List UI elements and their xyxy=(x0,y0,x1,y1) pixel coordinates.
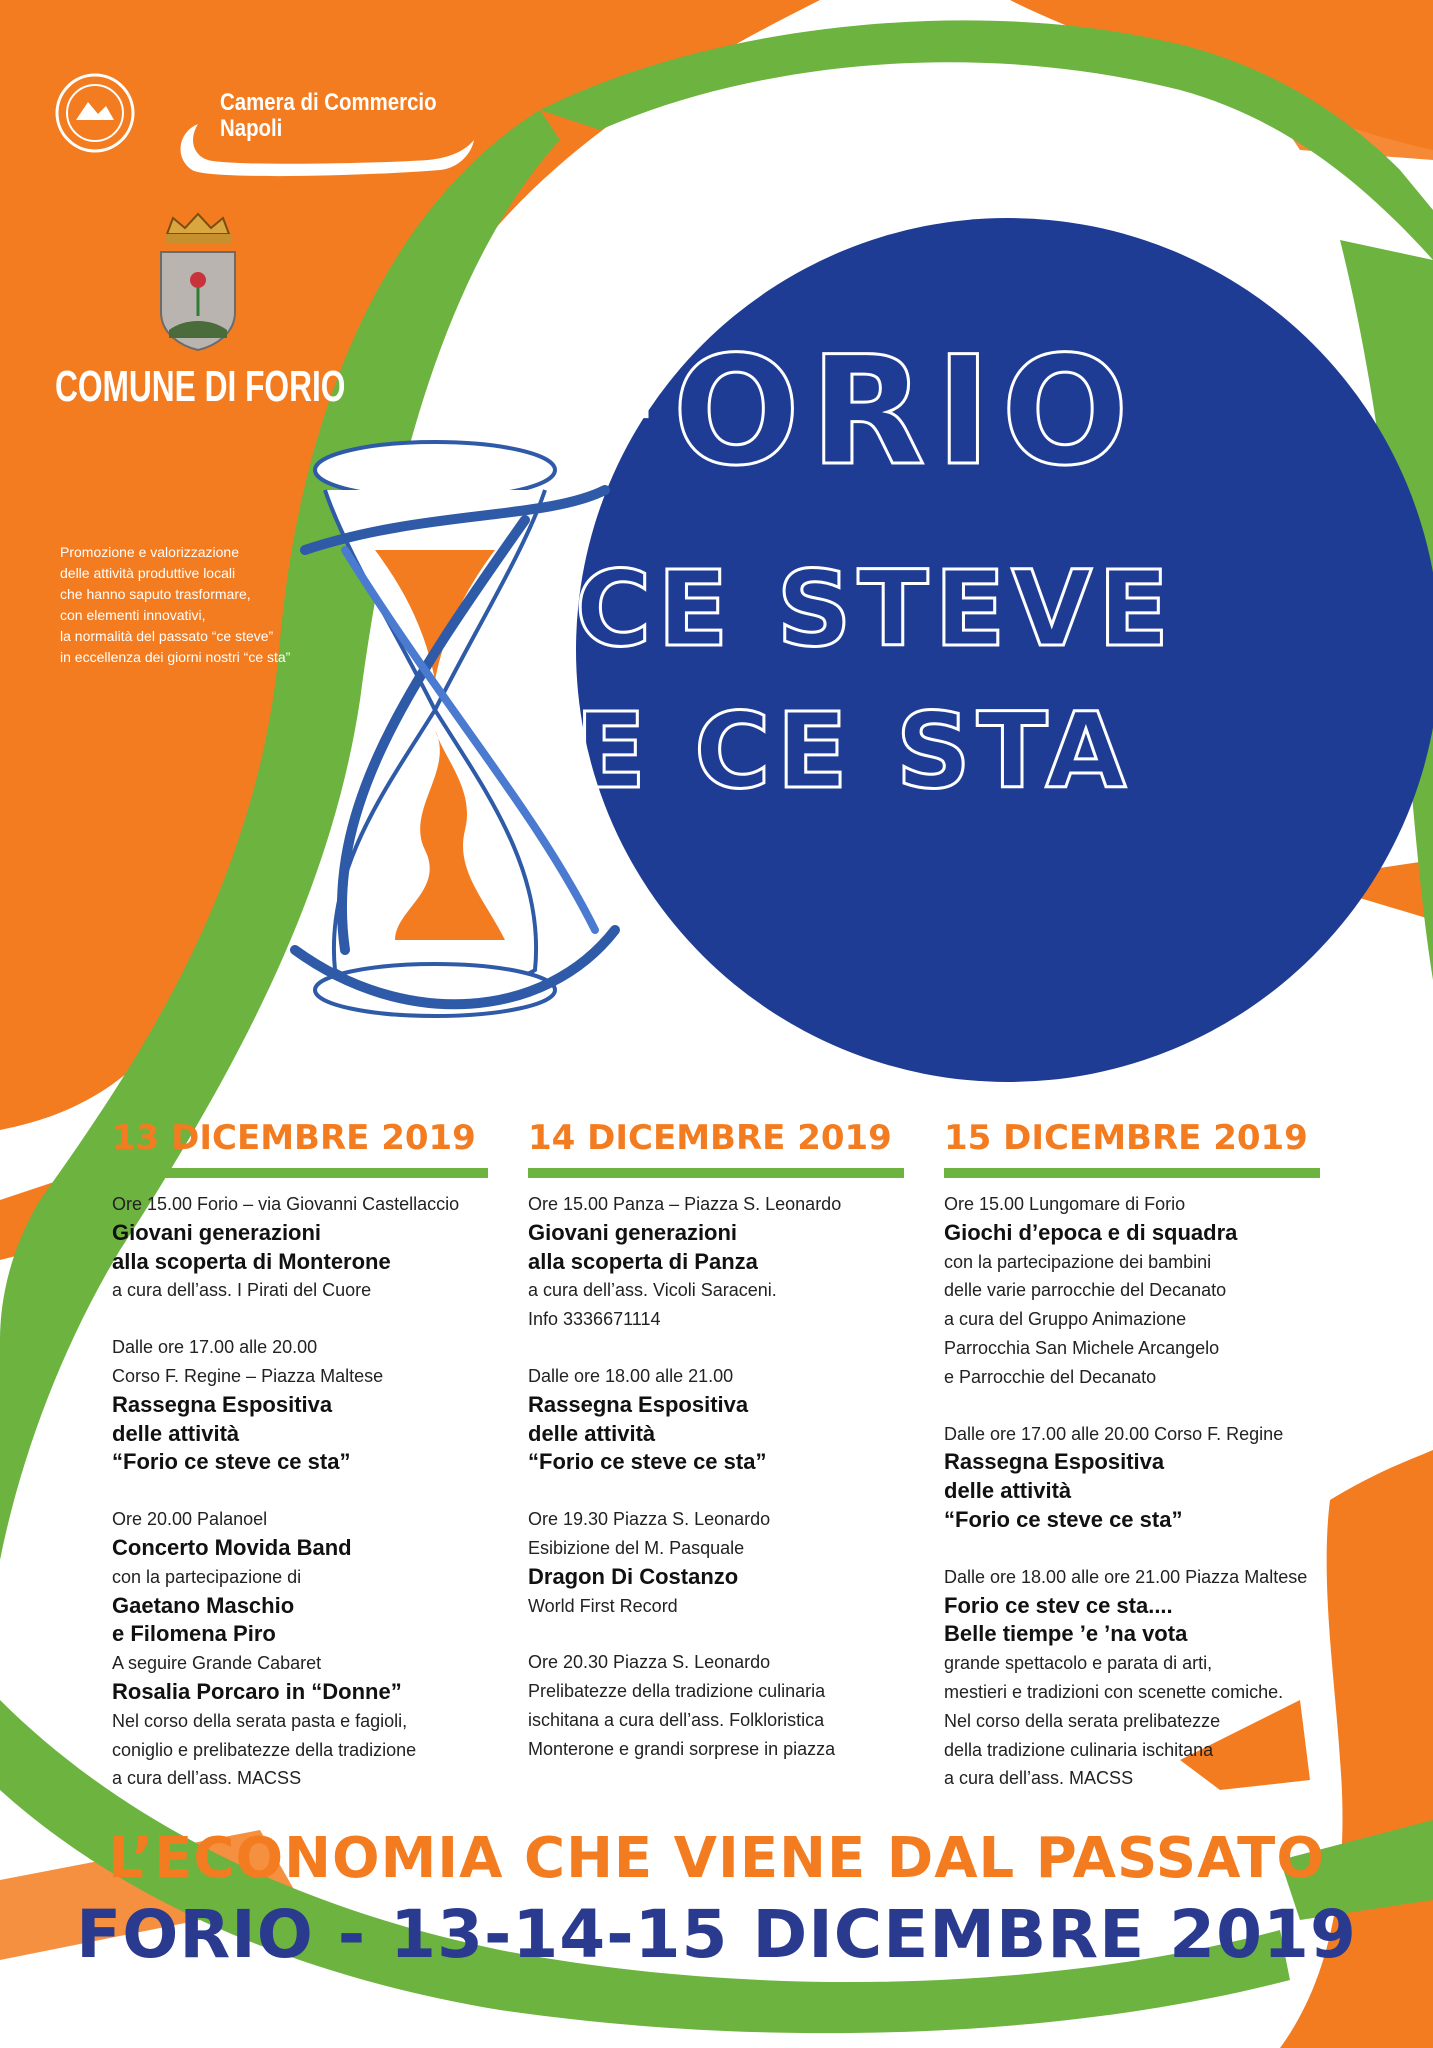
event-detail-line: Info 3336671114 xyxy=(528,1309,661,1330)
line-gap xyxy=(112,1305,484,1333)
event-detail-line: Esibizione del M. Pasquale xyxy=(528,1537,745,1558)
tagline-line: che hanno saputo trasformare, xyxy=(60,586,251,602)
event-detail-line: Monterone e grandi sorprese in piazza xyxy=(528,1738,836,1759)
event-detail-line: Prelibatezze della tradizione culinaria xyxy=(528,1681,826,1702)
event-detail-line: Dalle ore 18.00 alle ore 21.00 Piazza Maltese xyxy=(944,1566,1308,1587)
event-detail-line: con la partecipazione dei bambini xyxy=(944,1251,1212,1272)
tagline-line: con elementi innovativi, xyxy=(60,607,206,623)
line-gap xyxy=(112,1477,484,1505)
event-detail-line: mestieri e tradizioni con scenette comiche. xyxy=(944,1681,1284,1702)
event-title-line: alla scoperta di Monterone xyxy=(112,1248,391,1274)
event-title-line: “Forio ce steve ce sta” xyxy=(112,1449,351,1475)
event-detail-line: Ore 20.00 Palanoel xyxy=(112,1509,268,1530)
event-detail-line: Ore 15.00 Lungomare di Forio xyxy=(944,1194,1186,1214)
event-detail-line: a cura del Gruppo Animazione xyxy=(944,1309,1187,1330)
event-title-line: Rassegna Espositiva xyxy=(944,1449,1165,1475)
title-e-ce-sta: E CE STA xyxy=(575,690,1133,812)
event-title-line: Dragon Di Costanzo xyxy=(528,1563,739,1589)
day-date: 15 DICEMBRE 2019 xyxy=(944,1118,1308,1158)
event-detail-line: a cura dell’ass. MACSS xyxy=(112,1768,302,1789)
event-detail-line: grande spettacolo e parata di arti, xyxy=(944,1653,1213,1674)
day-lines xyxy=(112,1190,484,1793)
title-ce-steve: CE STEVE xyxy=(575,548,1175,670)
event-title-line: alla scoperta di Panza xyxy=(528,1248,758,1274)
day-date: 13 DICEMBRE 2019 xyxy=(112,1118,476,1158)
event-detail-line: Nel corso della serata pasta e fagioli, xyxy=(112,1710,408,1731)
seal-icon xyxy=(54,72,136,154)
line-gap xyxy=(528,1620,900,1648)
day-column-14 xyxy=(528,1118,900,1764)
event-detail-line: Dalle ore 17.00 alle 20.00 Corso F. Regine xyxy=(944,1423,1284,1444)
tagline-line: la normalità del passato “ce steve” xyxy=(60,628,274,644)
event-detail-line: World First Record xyxy=(528,1595,678,1616)
day-date: 14 DICEMBRE 2019 xyxy=(528,1118,892,1158)
event-detail-line: a cura dell’ass. I Pirati del Cuore xyxy=(112,1280,372,1301)
event-detail-line: della tradizione culinaria ischitana xyxy=(944,1739,1214,1760)
line-gap xyxy=(944,1535,1316,1563)
event-detail-line: Dalle ore 18.00 alle 21.00 xyxy=(528,1365,734,1386)
event-title-line: Rosalia Porcaro in “Donne” xyxy=(112,1678,402,1704)
day-rule xyxy=(112,1168,488,1178)
event-detail-line: e Parrocchie del Decanato xyxy=(944,1366,1157,1387)
event-detail-line: delle varie parrocchie del Decanato xyxy=(944,1280,1227,1301)
day-lines xyxy=(528,1190,900,1764)
event-detail-line: Ore 19.30 Piazza S. Leonardo xyxy=(528,1509,771,1530)
event-title-line: Giovani generazioni xyxy=(528,1219,738,1245)
day-rule xyxy=(944,1168,1320,1178)
event-title-line: “Forio ce steve ce sta” xyxy=(944,1506,1183,1532)
crest-icon xyxy=(155,212,241,352)
event-detail-line: a cura dell’ass. Vicoli Saraceni. xyxy=(528,1280,777,1301)
event-detail-line: Corso F. Regine – Piazza Maltese xyxy=(112,1365,384,1386)
event-detail-line: Ore 15.00 Panza – Piazza S. Leonardo xyxy=(528,1194,842,1214)
camera-line2: Napoli xyxy=(220,115,283,142)
event-title-line: e Filomena Piro xyxy=(112,1621,276,1647)
tagline-line: in eccellenza dei giorni nostri “ce sta” xyxy=(60,649,291,665)
event-title-line: Gaetano Maschio xyxy=(112,1592,295,1618)
line-gap xyxy=(528,1477,900,1505)
tagline-line: delle attività produttive locali xyxy=(60,565,236,581)
event-title-line: Rassegna Espositiva xyxy=(528,1391,749,1417)
comune-label: COMUNE DI FORIO xyxy=(55,362,346,411)
event-title-line: Giovani generazioni xyxy=(112,1219,322,1245)
event-title-line: “Forio ce steve ce sta” xyxy=(528,1449,767,1475)
event-title-line: Forio ce stev ce sta.... xyxy=(944,1592,1173,1618)
day-column-13 xyxy=(112,1118,484,1793)
footer-economia: L’ECONOMIA CHE VIENE DAL PASSATO xyxy=(108,1826,1325,1891)
event-title-line: Belle tiempe ’e ’na vota xyxy=(944,1621,1188,1647)
event-title-line: delle attività xyxy=(944,1478,1072,1504)
day-column-15 xyxy=(944,1118,1316,1793)
day-rule xyxy=(528,1168,904,1178)
event-detail-line: a cura dell’ass. MACSS xyxy=(944,1768,1134,1789)
event-detail-line: ischitana a cura dell’ass. Folkloristica xyxy=(528,1709,825,1730)
title-forio: FORIO xyxy=(560,325,1139,499)
event-detail-line: Ore 15.00 Forio – via Giovanni Castellaccio xyxy=(112,1194,460,1214)
event-title-line: Concerto Movida Band xyxy=(112,1534,352,1560)
event-title-line: delle attività xyxy=(528,1420,656,1446)
event-detail-line: Ore 20.30 Piazza S. Leonardo xyxy=(528,1652,771,1673)
event-detail-line: A seguire Grande Cabaret xyxy=(112,1653,322,1674)
footer-dates: FORIO - 13-14-15 DICEMBRE 2019 xyxy=(76,1896,1357,1973)
event-title-line: Giochi d’epoca e di squadra xyxy=(944,1219,1238,1245)
event-detail-line: coniglio e prelibatezze della tradizione xyxy=(112,1739,417,1760)
event-detail-line: Nel corso della serata prelibatezze xyxy=(944,1710,1221,1731)
line-gap xyxy=(528,1334,900,1362)
camera-line1: Camera di Commercio xyxy=(220,89,437,116)
hourglass-icon xyxy=(285,430,625,1050)
tagline-line: Promozione e valorizzazione xyxy=(60,544,239,560)
day-lines xyxy=(944,1190,1316,1793)
event-detail-line: Parrocchia San Michele Arcangelo xyxy=(944,1337,1220,1358)
event-detail-line: con la partecipazione di xyxy=(112,1566,302,1587)
event-detail-line: Dalle ore 17.00 alle 20.00 xyxy=(112,1337,318,1358)
event-title-line: delle attività xyxy=(112,1420,240,1446)
camera-commercio-label xyxy=(220,90,437,142)
line-gap xyxy=(944,1392,1316,1420)
event-title-line: Rassegna Espositiva xyxy=(112,1391,333,1417)
